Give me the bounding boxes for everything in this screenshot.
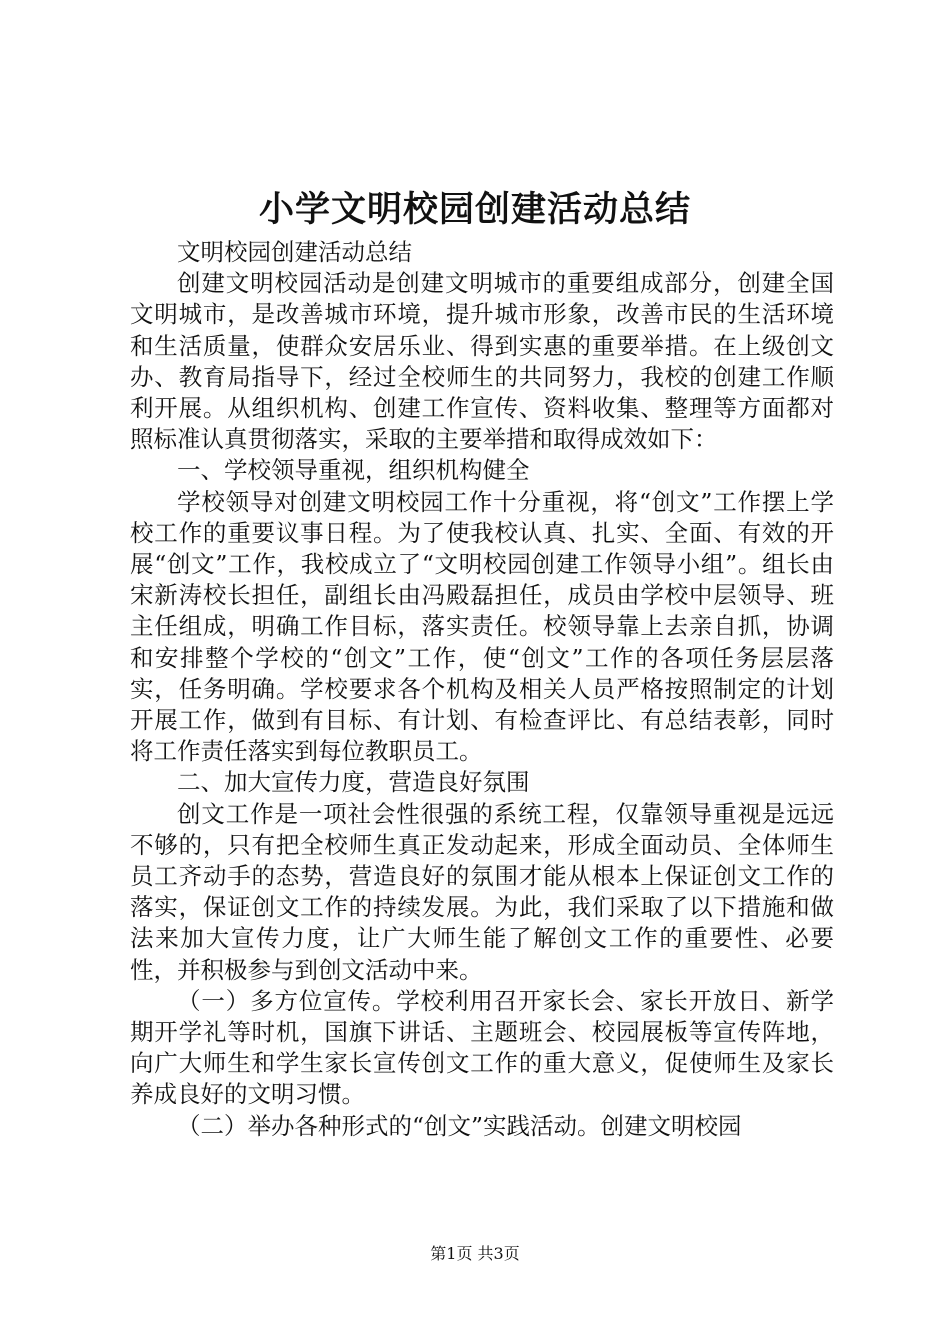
section-heading-2: 二、加大宣传力度，营造良好氛围 xyxy=(177,768,530,797)
paragraph-subsection-2: （二）举办各种形式的“创文”实践活动。创建文明校园 xyxy=(177,1111,742,1140)
document-body xyxy=(130,237,834,1142)
paragraph-intro: 创建文明校园活动是创建文明城市的重要组成部分，创建全国文明城市，是改善城市环境，提升城市形象，改善市民的生活环境和生活质量，使群众安居乐业、得到实惠的重要举措。在上级创文办、教育局指导下，经过全校师生的共同努力，我校的创建工作顺利开展。从组织机构、创建工作宣传、资料收集、整理等方面都对照标准认真贯彻落实，采取的主要举措和取得成效如下： xyxy=(130,269,834,454)
paragraph-subtitle: 文明校园创建活动总结 xyxy=(177,238,412,266)
page-number-footer: 第1页 共3页 xyxy=(430,1244,520,1263)
paragraph-section-2: 创文工作是一项社会性很强的系统工程，仅靠领导重视是远远不够的，只有把全校师生真正发动起来，形成全面动员、全体师生员工齐动手的态势，营造良好的氛围才能从根本上保证创文工作的落实，保证创文工作的持续发展。为此，我们采取了以下措施和做法来加大宣传力度，让广大师生能了解创文工作的重要性、必要性，并积极参与到创文活动中来。 xyxy=(130,799,834,984)
paragraph-section-1: 学校领导对创建文明校园工作十分重视，将“创文”工作摆上学校工作的重要议事日程。为了使我校认真、扎实、全面、有效的开展“创文”工作，我校成立了“文明校园创建工作领导小组”。组长由宋新涛校长担任，副组长由冯殿磊担任，成员由学校中层领导、班主任组成，明确工作目标，落实责任。校领导靠上去亲自抓，协调和安排整个学校的“创文”工作，使“创文”工作的各项任务层层落实，任务明确。学校要求各个机构及相关人员严格按照制定的计划开展工作，做到有目标、有计划、有检查评比、有总结表彰，同时将工作责任落实到每位教职员工。 xyxy=(130,487,834,766)
section-heading-1: 一、学校领导重视，组织机构健全 xyxy=(177,456,530,485)
document-title: 小学文明校园创建活动总结 xyxy=(258,189,691,230)
paragraph-subsection-1: （一）多方位宣传。学校利用召开家长会、家长开放日、新学期开学礼等时机，国旗下讲话、主题班会、校园展板等宣传阵地，向广大师生和学生家长宣传创文工作的重大意义，促使师生及家长养成良好的文明习惯。 xyxy=(130,986,834,1109)
